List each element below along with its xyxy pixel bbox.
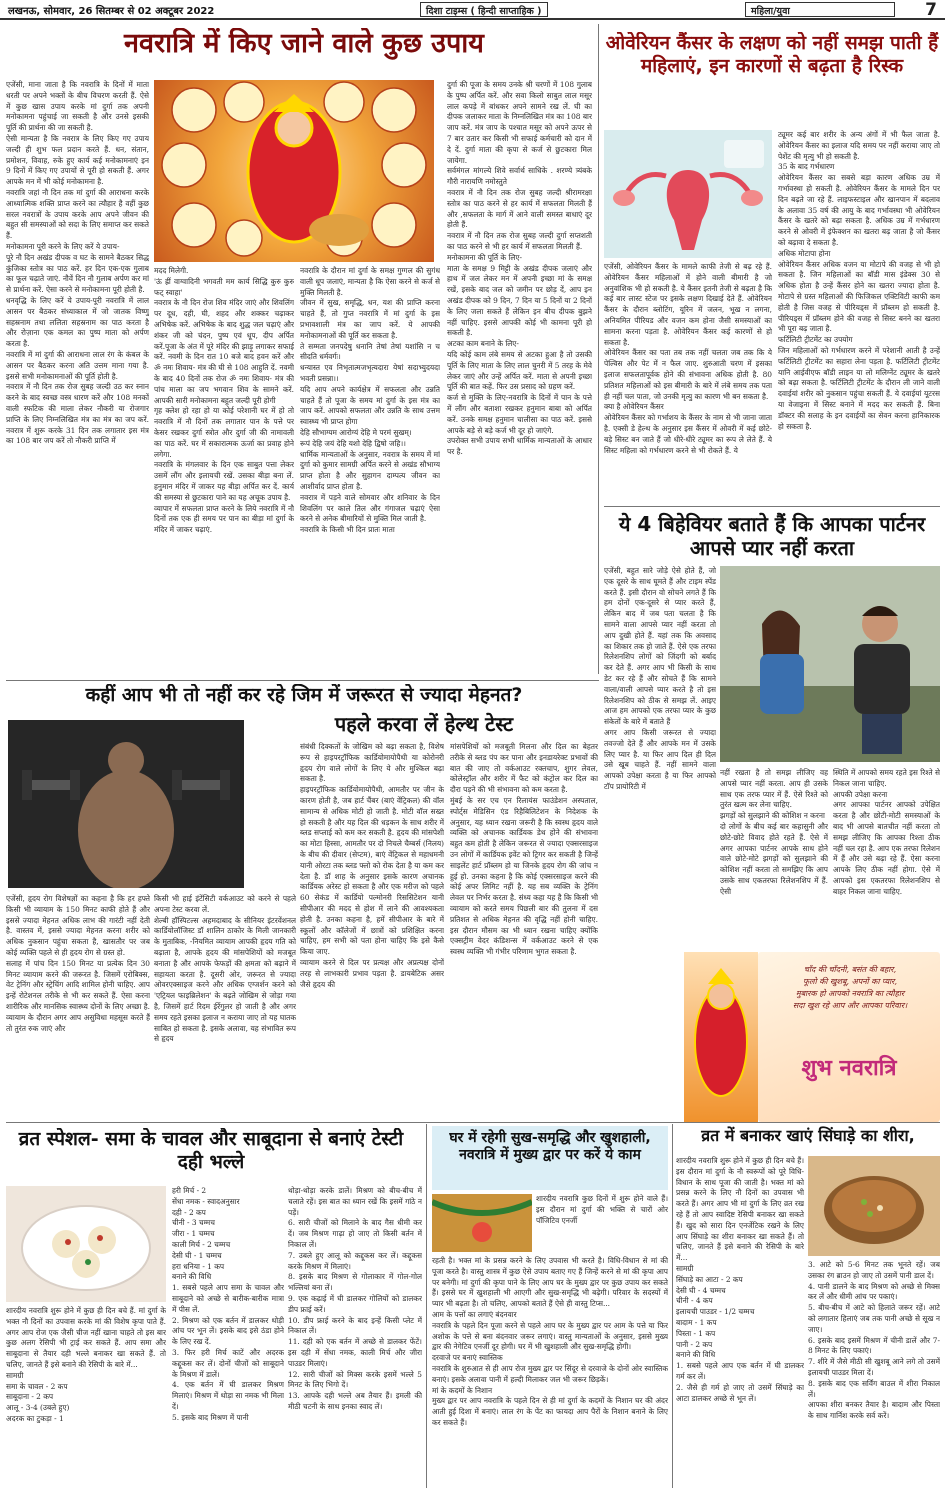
- story2-column-1: एजेंसी, ओवेरियन कैंसर के मामले काफी तेजी से बढ़ रहे हैं. ओवेरियन कैंसर महिलाओं में होने वाली बीमारी है जो अनुवांशिक भी हो सकती है. ये कैंसर इतनी तेजी से बढ़ता है कि कई बार लास्ट स्टेज पर इसके लक्षण दिखाई देते हैं. ओवेरियन कैंसर के दौरान ब्लोटिंग, यूरिन में जलन, भूख न लगना, अनियमित पीरियड और वजन कम होना जैसी समस्याओं का सामना करना पड़ता है. ओवेरियन कैंसर कई कारणों से हो सकता है. ओवेरियन कैंसर का पता तब तक नहीं चलता जब तक कि ये पेल्विस और पेट में न फैल जाए. शुरुआती चरण में इसका इलाज सफलतापूर्वक होने की संभावना अधिक होती है. 80 प्रतिशत महिलाओं को इस बीमारी के बारे में लंबे समय तक पता ही नहीं चल पाता, जो उनकी मृत्यु का कारण भी बन सकता है. क्या है ओवेरियन कैंसर ओवेरियन कैंसर को गर्भाशय के कैंसर के नाम से भी जाना जाता है. एक्सी डे हेल्थ के अनुसार इस कैंसर में ओवरी में कई छोटे-बड़े सिस्ट बन जाते हैं जो धीरे-धीरे ट्यूमर का रूप ले लेते हैं. ये सिस्ट महिला को गर्भधारण करने से भी रोकते हैं. ये: [604, 262, 772, 455]
- section-divider: [604, 506, 940, 507]
- greeting-line-1: चाँद की चाँदनी, बसंत की बहार,: [803, 965, 897, 974]
- story4-headline-line-2: पहले करवा लें हेल्थ टेस्ट: [334, 712, 514, 736]
- story1-column-2: मदद मिलेगी. 'ऊं ह्रीं वाग्वादिनी भगवती मम कार्य सिद्धि कुरु कुरु फट् स्वाहा' नवरात्र के नौ दिन रोज शिव मंदिर जाएं और शिवलिंग पर दूध, दही, घी, शहद और शक्कर चढ़ाकर अभिषेक करें. अभिषेक के बाद शुद्ध जल चढ़ाएं और शंकर जी को चंदन, पुष्प एवं धूप, दीप अर्पित करें.पूजा के अंत में पूरे मंदिर की झाड़ू लगाकर सफाई करें. नवमी के दिन रात 10 बजे बाद हवन करें और ॐ नमः शिवाय- मंत्र की घी से 108 आहुति दें. नवमी के बाद 40 दिनों तक रोज ॐ नमः शिवाय- मंत्र की पांच माला का जप भगवान शिव के सामने करें. आपकी सारी मनोकामना बहुत जल्दी पूरी होगी गृह क्लेश हो रहा हो या कोई परेशानी घर में हो तो नवरात्रि में नौ दिनों तक लगातार पान के पत्ते पर केसर रखकर दुर्गा स्त्रोत और दुर्गा जी की नामावली का पाठ करें. घर में सकारात्मक ऊर्जा का प्रवाह होने लगेगा. नवरात्रि के मंगलवार के दिन एक साबुत पत्ता लेकर उसमें लौंग और इलायची रखें. उसका बीड़ा बना लें. हनुमान मंदिर में जाकर यह बीड़ा अर्पित कर दें. कार्य की समस्या से छुटकारा पाने का यह अचूक उपाय है. व्यापार में सफलता प्राप्त करने के लिये नवरात्रि में नौ दिनों तक एक ही समय पर पान का बीड़ा मां दुर्गा के मंदिर में जाकर चढ़ाएं.: [154, 266, 294, 535]
- story3-column-2: नहीं रखता है तो समझ लीजिए वह आपसे प्यार नहीं करता. आप ही उसके साथ एक तरफ प्यार में हैं. ऐसे रिश्ते को तुरंत खत्म कर लेना चाहिए. झगड़ों को सुलझाने की कोशिश न करना दो लोगों के बीच कई बार कहासुनी और छोटे-छोटे विवाद होते रहते हैं. ऐसे में अगर आपका पार्टनर आपके साथ होने वाले छोटे-मोटे झगड़ों को सुलझाने की कोशिश नहीं करता तो समझिए कि आप उसके साथ एकतरफा रिलेशनशिप में हैं. ऐसी: [720, 768, 828, 896]
- greeting-line-4: सदा खुश रहे आप और आपका परिवार।: [792, 1001, 908, 1010]
- story1-headline: नवरात्रि में किए जाने वाले कुछ उपाय: [124, 28, 484, 59]
- singhade-sheera-photo: [808, 1156, 940, 1256]
- column-divider: [598, 24, 599, 674]
- newspaper-name: दिशा टाइम्स ( हिन्दी साप्ताहिक ): [420, 2, 548, 17]
- story7-column-1: शारदीय नवरात्रि शुरू होने में कुछ ही दिन बचे हैं। इस दौरान मां दुर्गा के नौ स्वरूपों को पूरे विधि-विधान के साथ पूजा की जाती है। भक्त मां को प्रसन्न करने के लिए नौ दिनों का उपवास भी करते हैं। अगर आप भी मां दुर्गा के लिए व्रत रख रहे हैं तो आप स्वादिष्ट रेसिपी बनाकर खा सकते हैं। खुद को सारा दिन एनर्जेटिक रखने के लिए आप सिंघाड़े का शीरा बनाकर खा सकते हैं। तो चलिए, जानते हैं इसे बनाने की रेसिपी के बारे में... सामग्री सिंघाड़े का आटा - 2 कप देसी घी - 4 चम्मच चीनी - 4 कप इलायची पाउडर - 1/2 चम्मच बादाम - 1 कप पिस्ता - 1 कप पानी - 2 कप बनाने की विधि 1. सबसे पहले आप एक बर्तन में घी डालकर गर्म कर लें। 2. जैसे ही गर्म हो जाए तो उसमें सिंघाड़े का आटा डालकर अच्छे से भून लें।: [676, 1156, 804, 1403]
- section-divider: [6, 1122, 940, 1123]
- story2-column-2: ट्यूमर कई बार शरीर के अन्य अंगों में भी फैल जाता है. ओवेरियन कैंसर का इलाज यदि समय पर नहीं कराया जाए तो पेशेंट की मृत्यु भी हो सकती है. 35 के बाद गर्भधारण ओवेरियन कैंसर का सबसे बड़ा कारण अधिक उम्र में गर्भावस्था हो सकती है. ओवेरियन कैंसर के मामले दिन पर दिन बढ़ते जा रहे हैं. लाइफस्टाइल और खानपान में बदलाव के अलावा 35 वर्ष की आयु के बाद गर्भावस्था भी ओवेरियन कैंसर के खतरे को बढ़ा सकता है. अधिक उम्र में गर्भधारण करने से ओवरी में इंफेक्शन का खतरा बढ़ जाता है जो कैंसर को बढ़ावा दे सकता है. अधिक मोटापा होना ओवेरियन कैंसर अधिक वजन या मोटापे की वजह से भी हो सकता है. जिन महिलाओं का बॉडी मास इंडेक्स 30 से अधिक होता है उन्हें कैंसर होने का खतरा ज्यादा होता है. मोटापे से ग्रस्त महिलाओं की फिजिकल एक्टिविटी काफी कम होती है जिस वजह से पीरियड्स में प्रॉब्लम हो सकती है. पीरियड्स में प्रॉब्लम होने की वजह से सिस्ट बनने का खतरा भी पूरा बढ़ जाता है. फर्टिलिटी ट्रीटमेंट का उपयोग जिन महिलाओं को गर्भधारण करने में परेशानी आती है उन्हें फर्टिलिटी ट्रीटमेंट का सहारा लेना पड़ता है. फर्टिलिटी ट्रीटमेंट यानि आईवीएफ बॉडी लाइन या लो मलिग्नेंट ट्यूमर के खतरे को बढ़ा सकता है. फर्टिलिटी ट्रीटमेंट के दौरान ली जाने वाली दवाईयां शरीर को नुकसान पहुंचा सकती हैं. ये दवाईयां यूटरस या वेजाइना में सिस्ट बनाने में मदद कर सकती हैं. बिना डॉक्टर की सलाह के इन दवाईयों का सेवन करना हानिकारक हो सकता है.: [778, 130, 940, 431]
- story3-column-3: स्थिति में आपको समय रहते इस रिश्ते से निकल जाना चाहिए. आपकी उपेक्षा करना अगर आपका पार्टनर आपको उपेक्षित करता है और छोटी-मोटी समस्याओं के बाद भी आपसे बातचीत नहीं करता तो समझ लीजिए कि आपका रिश्ता ठीक नहीं चल रहा है. आप एक तरफा रिलेशन में हैं और उसे बढ़ा रहे हैं. ऐसा करना आपके लिए ठीक नहीं होगा. ऐसे में आपको इस एकतरफा रिलेशनशिप से बाहर निकल जाना चाहिए.: [833, 768, 940, 896]
- section-name: महिला/युवा: [745, 2, 895, 17]
- gym-workout-photo: [8, 720, 244, 888]
- story1-column-1: एजेंसी, माना जाता है कि नवरात्रि के दिनों में माता धरती पर अपने भक्तों के बीच विचरण करती हैं. ऐसे में कुछ खास उपाय करके मां दुर्गा तक अपनी मनोकामना पहुंचाई जा सकती है और उनसे इसकी पूर्ति की प्रार्थना की जा सकती है. ऐसी मान्यता है कि नवरात्र के लिए किए गए उपाय जल्दी ही शुभ फल प्रदान करते हैं. धन, संतान, प्रमोशन, विवाह, रुके हुए कार्य कई मनोकामनाएं इन 9 दिनों में किए गए उपायों से पूरी हो सकती हैं. अगर आपके मन में भी कोई मनोकामना है. नवरात्रि जहां नौ दिन तक मां दुर्गा की आराधना करके आध्यात्मिक शक्ति प्राप्त करने का त्यौहार है वहीं कुछ सरल नवरात्रों के उपाय करके आप अपने जीवन की बहुत सी समस्याओं को सदा के लिए समाप्त कर सकते हैं. मनोकामना पूरी करने के लिए करें ये उपाय- पूरे नौ दिन अखंड दीपक व घट के सामने बैठकर सिद्ध कुंजिका स्तोत्र का पाठ करें. हर दिन एक-एक गुलाब का फूल चढ़ाते जाएं. नौवें दिन नौ गुलाब अर्पण कर मां से प्रार्थना करें. ऐसा करने से मनोकामना पूरी होती है. धनवृद्धि के लिए करें ये उपाय-पूरी नवरात्रि में लाल आसन पर बैठकर संध्याकाल में जो जातक विष्णु सहस्रनाम तथा ललिता सहस्रनाम का पाठ करता है और रोज़ाना एक कमल का पुष्प माता को अर्पण करता है. नवरात्रि में मां दुर्गा की आराधना लाल रंग के कंबल के आसन पर बैठकर करना अति उत्तम माना गया है. इससे सभी मनोकामनाओं की पूर्ति होती है. नवरात्र में नौ दिन तक रोज सुबह जल्दी उठ कर स्नान करने के बाद स्वच्छ वस्त्र धारण करें और 108 मनकों वाली स्फटिक की माला लेकर नौकरी या रोजगार प्राप्ति के लिए निम्नलिखित मंत्र का मंत्र का जप करें. नवरात्र में शुरू करके 31 दिन तक लगातार इस मंत्र का 108 बार जप करें तो नौकरी प्राप्ति में: [6, 80, 149, 446]
- story4-column-4: मांसपेशियों को मजबूती मिलना और दिल का बेहतर तरीके से ब्लड पंप कर पाना और इनडायरेक्ट प्रभावों की बात की जाए तो वर्कआउट रक्तचाप, शुगर लेवल, कोलेस्ट्रॉल और शरीर में फैट को कंट्रोल कर दिल का दौरा पड़ने की भी संभावना को कम करता है. मुंबई के सर एच एन रिलायंस फाउंडेशन अस्पताल, स्पोर्ट्स मेडिसिन एंड रिहैबिलिटेशन के निदेशक के अनुसार, यह ध्यान रखना जरूरी है कि स्वस्थ हृदय वाले व्यक्ति को अचानक कार्डियक डेथ होने की संभावना बहुत कम होती है लेकिन जरूरत से ज्यादा एक्सरसाइज उन लोगों में कार्डियक इवेंट को ट्रिगर कर सकती है जिन्हें साइलेंट हार्ट प्रॉब्लम हो या जिनके हृदय रोग की जांच न हुई हो. उनका कहना है कि कोई एक्सरसाइज करने की कोई अपर लिमिट नहीं है. यह सब व्यक्ति के ट्रेनिंग लेवल पर निर्भर करता है. संध्य कहा यह है कि किसी भी व्यायाम को करते समय पिछली बार की तुलना में दस प्रतिशत से अधिक मेहनत की वृद्धि नहीं होनी चाहिए. इस दौरान मौसम का भी ध्यान रखना चाहिए क्योंकि एक्सट्रीम वेदर कंडिशन्स में वर्कआउट करने से एक स्वस्थ व्यक्ति भी गंभीर परिणाम भुगत सकता है.: [450, 742, 598, 957]
- story7-headline: व्रत में बनाकर खाएं सिंघाड़े का शीरा,: [701, 1126, 915, 1145]
- ovary-illustration: [604, 130, 772, 258]
- story2-headline: ओवेरियन कैंसर के लक्षण को नहीं समझ पाती हैं महिलाएं, इन कारणों से बढ़ता है रिस्क: [605, 32, 939, 78]
- story3-column-1: एजेंसी, बहुत सारे जोड़े ऐसे होते हैं, जो एक दूसरे के साथ घूमते हैं और टाइम स्पेंड करते हैं. इसी दौरान वो सोचने लगते हैं कि हम दोनों एक-दूसरे से प्यार करते हैं, लेकिन बाद में जब पता चलता है कि सामने वाला आपसे प्यार नहीं करता तो आप दुखी होते हैं. यहां तक कि अवसाद का शिकार तक हो जाते हैं. ऐसे एक तरफा रिलेशनशिप लोगों को जिंदगी को बर्बाद कर देते हैं. अगर आप भी किसी के साथ डेट कर रहे हैं और सोचते हैं कि सामने वाला/वाली आपसे प्यार करते है तो इस रिलेशनशिप को ठीक से समझ लें. आइए आज हम आपको एक तरफा प्यार के कुछ संकेतों के बारे में बताते हैं अगर आप किसी जरूरत से ज्यादा तवज्जो देते हैं और आपके मन में उसके लिए प्यार है. या फिर आप दिल ही दिल उसे खूब चाहते हैं. नहीं सामने वाला आपको उपेक्षा करता है या फिर आपको टॉप प्रायोरिटी में: [604, 566, 716, 791]
- story1-column-3: नवरात्रि के दौरान मां दुर्गा के समक्ष गुग्गल की सुगंध वाली धूप जलाएं, मान्यता है कि ऐसा करने से कर्ज से मुक्ति मिलती है. जीवन में सुख, समृद्धि, धन, यश की प्राप्ति करना चाहते हैं, तो गुप्त नवरात्रि में मां दुर्गा के इस प्रभावशाली मंत्र का जाप करें. ये आपकी मनोकामनाओं की पूर्ति कर सकता है. ते सम्मता जनपदेषु धनानि तेषां तेषां यशांसि न च सीदति धर्मवर्गः। धन्यास्त एव निभृतात्मजभृत्यदारा येषां सदाभ्युदयदा भवती प्रसन्ना।। यदि आप अपने कार्यक्षेत्र में सफलता और उन्नति चाहते हैं तो पूजा के समय मां दुर्गा के इस मंत्र का जाप करें. आपको सफलता और उन्नति के साथ उत्तम स्वास्थ्य भी प्राप्त होगा देहि सौभाग्यम आरोग्यं देहि मे परमं सुखम्। रूपं देहि जयं देहि यशो देहि द्विषो जहि।। धार्मिक मान्यताओं के अनुसार, नवरात्र के समय में मां दुर्गा को कुमार सामग्री अर्पित करने से अखंड सौभाग्य प्राप्त होता है और सुहागन दाम्पत्य जीवन का आशीर्वाद प्राप्त होता है. नवरात्र में पड़ने वाले सोमवार और शनिवार के दिन शिवलिंग पर काले तिल और गंगाजल चढ़ाएं ऐसा करने से अनेक बीमारियों से मुक्ति मिल जाती है. नवरात्रि के किसी भी दिन प्रातः माता: [300, 266, 440, 535]
- story3-headline: ये 4 बिहेवियर बताते हैं कि आपका पार्टनर आपसे प्यार नहीं करता: [618, 512, 926, 561]
- story4-column-2: किसी भी हाई इंटेंसिटी वर्कआउट को करने से पहले अपना टेस्ट करवा लें. शेल्बी हॉस्पिटल्स अहमदाबाद के सीनियर इंटरवेंशनल कार्डियोलॉजिस्ट डॉ शालिन ठाकोर के मिली जानकारी के मुताबिक, -नियमित व्यायाम आपकी हृदय गति को बढ़ाता है, आपके हृदय की मांसपेशियों को मजबूत बनाता है और आपके फेफड़ों की क्षमता को बढ़ाने में सहायता करता है. दूसरी ओर, जरूरत से ज्यादा ओवरएक्साइज करने और अधिक एग्जर्शन करने को 'एट्रियल फाइब्रिलेशन' के बढ़ते जोखिम से जोड़ा गया है, जिसमें हार्ट रिदम ईर्रेगुलर हो जाती है और अगर समय रहते इसका इलाज न कराया जाए तो यह घातक साबित हो सकता है. इसके अलावा, यह संभावित रूप से हृदय: [154, 894, 296, 1044]
- column-divider: [426, 1124, 427, 1488]
- story4-column-3: संबंधी दिक्कतों के जोखिम को बढ़ा सकता है, विशेष रूप से हाइपरट्रॉफिक कार्डियोमायोपैथी या कोरोनरी हृदय रोग वाले लोगों के लिए ये और मुश्किल बढ़ा सकता है. हाइपरट्रॉफिक कार्डियोमायोपैथी, आमतौर पर जीन के कारण होती है, जब हार्ट चैंबर (बाएं वेंट्रिकल) की वॉल सामान्य से अधिक मोटी हो जाती है. मोटी वॉल सख्त हो सकती है और यह दिल की धड़कन के साथ शरीर में ब्लड सप्लाई को कम कर सकती है. हृदय की मांसपेशी का मोटा हिस्सा, आमतौर पर दो निचले चैम्बर्स (निलय) के बीच की दीवार (सेप्टम), बाएं वेंट्रिकल से महाधमनी यानी ओरटा तक ब्लड फ्लो को रोक देता है या कम कर देता है. डॉ शाह के अनुसार इसके कारण अचानक कार्डियक अरेस्ट हो सकता है और एक मरीज को पहले 60 सेकंड में कार्डियो पल्मोनरी रिससिटेशन यानी सीपीआर की मदद से होश में लाने की आवश्यकता होती है. उनका कहना है, हमें सीपीआर के बारे में स्कूलों और कॉलेजों में छात्रों को प्रशिक्षित करना चाहिए, हम सभी को पता होना चाहिए कि इसे कैसे किया जाए. व्यायाम करने से दिल पर प्रत्यक्ष और अप्रत्यक्ष दोनों तरह से लाभकारी प्रभाव पड़ता है. डायबेटिक असर जैसे हृदय की: [300, 742, 444, 989]
- page-number: 7: [925, 0, 937, 20]
- story5-column-3: थोड़ा-थोड़ा करके डालें। मिश्रण को बीच-बीच में चलाते रहें। इस बात का ध्यान रखें कि इसमें गांठे न पड़ें। 6. सारी चीजों को मिलाने के बाद गैस धीमी कर दें। जब मिश्रण गाढ़ा हो जाए तो किसी बर्तन में निकाल लें। 7. उबले हुए आलू को कद्दूकस कर लें। कद्दूकस करके मिश्रण में मिलाएं। 8. इसके बाद मिश्रण से गोलाकार में गोल-गोल भल्लियां बना लें। 9. एक कढ़ाई में घी डालकर गोलियों को डालकर डीप फ्राई करें। 10. डीप फ्राई करने के बाद इन्हें किसी प्लेट में निकाल लें। 11. दही को एक बर्तन में अच्छे से डालकर फेंटें। इस दही में सेंधा नमक, काली मिर्च और जीरा पाउडर मिलाएं। 12. सारी चीजों को मिक्स करके इसमें भल्ले 5 मिनट के लिए भिगो दें। 13. आपके दही भल्ले अब तैयार हैं। इमली की मीठी चटनी के साथ इनका स्वाद लें।: [288, 1186, 422, 1411]
- durga-idol-image: [684, 952, 758, 1122]
- column-divider: [672, 1124, 673, 1488]
- story6-body: रहती है। भक्त मां के प्रसन्न करने के लिए उपवास भी करते है। विधि-विधान से मां की पूजा करते है। वास्तु शास्त्र में कुछ ऐसे उपाय बताए गए हैं जिन्हें करने से मां की कृपा आप पर बनेगी। मां दुर्गा की कृपा पाने के लिए आप घर के मुख्य द्वार पर कुछ उपाय कर सकते हैं। इससे घर में खुशहाली भी आएगी और सुख-समृद्धि भी बढ़ेगी। परिवार के सदस्यों में प्यार भी बढ़ता है। तो चलिए, आपको बताते हैं ऐसे ही वास्तु टिप्स... आम के पत्तों का लगाएं बंदनवार नवरात्रि के पहले दिन पूजा करने से पहले आप घर के मुख्य द्वार पर आम के पत्ते या फिर अशोक के पत्ते से बना बंदनवार जरूर लगाएं। वास्तु मान्यताओं के अनुसार, इससे मुख्य द्वार की नेगेटिव एनर्जी दूर होगी। घर में भी खुशहाली और सुख-समृद्धि होगी। दरवाजे पर बनाएं स्वास्तिक नवरात्रि के शुरुआत से ही आप रोज मुख्य द्वार पर सिंदूर से दरवाजे के दोनों ओर स्वास्तिक बनाएं। इसके अलावा पानी में हल्दी मिलाकर जल भी जरूर छिड़कें। मां के कदमों के निशान मुख्य द्वार पर आप नवरात्रि के पहले दिन से ही मां दुर्गा के कदमों के निशान घर की अंदर आती हुई दिशा में बनाएं। लाल रंग के पेंट का फायदा आप पैरों के निशान बनाने के लिए कर सकते हैं।: [432, 1256, 668, 1427]
- section-divider: [6, 680, 599, 681]
- durga-collage-image: [154, 80, 434, 262]
- story6-intro: शारदीय नवरात्रि कुछ दिनों में शुरू होने वाले हैं। इस दौरान मां दुर्गा की भक्ति से चारों ओर पॉजिटिव एनर्जी: [536, 1194, 668, 1225]
- dahi-bhalle-photo: [6, 1186, 166, 1302]
- page-header: [0, 0, 945, 20]
- shubh-navratri-title: शुभ नवरात्रि: [801, 1056, 897, 1081]
- story6-headline: घर में रहेगी सुख-समृद्धि और खुशहाली, नवरात्रि में मुख्य द्वार पर करें ये काम: [432, 1126, 668, 1190]
- navratri-greeting-banner: [758, 952, 940, 1122]
- greeting-line-2: फूलो की खुशबू, अपनों का प्यार,: [802, 977, 897, 986]
- story5-column-1: शारदीय नवरात्रि शुरू होने में कुछ ही दिन बचे हैं. मां दुर्गा के भक्त नौ दिनों का उपवास करके मां की विशेष कृपा पाते हैं. अगर आप रोज एक जैसी चीज नहीं खाना चाहते तो इस बार कुछ अलग रेसिपी भी ट्राई कर सकते हैं. आप समा और साबूदाना से तैयार दही भल्ले बनाकर खा सकते हैं. तो चलिए, जानते हैं इसे बनाने की रेसिपी के बारे में... सामग्री समा के चावल - 2 कप साबूदाना - 2 कप आलू - 3-4 (उबले हुए) अदरक का टुकड़ा - 1: [6, 1306, 166, 1423]
- toran-door-photo: [432, 1194, 532, 1252]
- story5-column-2: हरी मिर्च - 2 सेंधा नमक - स्वादअनुसार दही - 2 कप चीनी - 3 चम्मच जीरा - 1 चम्मच काली मिर्च - 2 चम्मच देसी घी - 1 चम्मच हरा धनिया - 1 कप बनाने की विधि 1. सबसे पहले आप समा के चावल और साबूदाने को अच्छे से बारीक-बारीक मात्रा में पीस लें. 2. मिश्रण को एक बर्तन में डालकर थोड़ी आंच पर भून लें। इसके बाद इसे ठंडा होने के लिए रख दें. 3. फिर हरी मिर्च काटें और अदरक कद्दूकस कर लें। दोनों चीजों को साबूदाने के मिश्रण में डालें। 4. एक बर्तन में घी डालकर मिश्रण मिलाएं। मिश्रण में थोड़ा सा नमक भी मिला दें। 5. इसके बाद मिश्रण में पानी: [172, 1186, 284, 1422]
- story1-column-4: दुर्गा की पूजा के समय उनके श्री चरणों में 108 गुलाब के पुष्प अर्पित करें. और सवा किलो साबुत लाल मसूर लाल कपड़े में बांधकर अपने सामने रख लें. घी का दीपक जलाकर माता के निम्नलिखित मंत्र का 108 बार जाप करें. मंत्र जाप के पश्चात मसूर को अपने ऊपर से 7 बार उतार कर किसी भी सफाई कर्मचारी को दान में दे दें. दुर्गा माता की कृपा से कर्ज से छुटकारा मिल जायेगा. सर्वमंगल मांगल्ये शिवे सर्वार्थ साधिके . शरण्ये त्र्यंबके गौरी नारायणि नमोस्तुते नवरात्र में नौ दिन तक रोज सुबह जल्दी श्रीरामरक्षा स्तोत्र का पाठ करने से हर कार्य में सफलता मिलती हैं और ,सफलता के मार्ग में आने वाली समस्त बाधाएं दूर होती हैं. नवरात्र में नौ दिन तक रोज सुबह जल्दी दुर्गा सप्तशती का पाठ करने से भी हर कार्य में सफलता मिलती हैं. मनोकामना की पूर्ति के लिए- माता के समक्ष 9 मिट्टी के अखंड दीपक जलाएं और हाथ में जल लेकर मन में अपनी इच्छा मां के समक्ष रखें, इसके बाद जल को जमीन पर छोड़ दें, आप इन अखंड दीपक को 9 दिन, 7 दिन या 5 दिनों या 2 दिनों के लिए जला सकते हैं लेकिन इन बीच दीपक बुझने नहीं चाहिए. इससे आपकी कोई भी कामना पूरी हो सकती है. अटका काम बनाने के लिए- यदि कोई काम लंबे समय से अटका हुआ है तो उसकी पूर्ति के लिए माता के लिए लाल चुनरी में 5 तरह के मेवे लेकर जाएं और उन्हें अर्पित करें. माता से अपनी इच्छा पूर्ति की बात कहें. फिर उस प्रसाद को ग्रहण करें. कर्ज से मुक्ति के लिए-नवरात्रि के दिनों में पान के पत्ते में लौंग और बताशा रखकर हनुमान बाबा को अर्पित करें. उनके समक्ष हनुमान चालीसा का पाठ करें. इससे आपके बड़े से बड़े कर्ज भी दूर हो जाएंगे. उपरोक्त सभी उपाय सभी धार्मिक मान्यताओं के आधार पर है.: [447, 80, 592, 457]
- couple-photo: [720, 566, 940, 762]
- edition-date: लखनऊ, सोमवार, 26 सितम्बर से 02 अक्टूबर 2022: [8, 6, 215, 17]
- greeting-line-3: मुबारक हो आपको नवरात्रि का त्यौहार: [795, 989, 905, 998]
- story7-column-2: 3. आटे को 5-6 मिनट तक भूनते रहें। जब उसका रंग ब्राउन हो जाए तो उसमें पानी डाल दें। 4. पानी डालने के बाद मिश्रण को अच्छे से मिक्स कर लें और धीमी आंच पर पकाएं। 5. बीच-बीच में आटे को हिलाते जरूर रहें। आटे को लगातार हिलाएं जब तक पानी अच्छे से सूख न जाए। 6. इसके बाद इसमें मिश्रण में चीनी डालें और 7-8 मिनट के लिए पकाएं। 7. शीरे में जैसे मीठी सी खुशबू आने लगे तो उसमें इलायची पाउडर मिला दें। 8. इसके बाद एक सर्विंग बाउल में शीरा निकाल लें। आपका शीरा बनकर तैयार है। बादाम और पिस्ता के साथ गार्निश करके सर्व करें।: [808, 1260, 940, 1421]
- story4-headline-line-1: कहीं आप भी तो नहीं कर रहे जिम में जरूरत से ज्यादा मेहनत?: [85, 684, 523, 706]
- story5-headline: व्रत स्पेशल- समा के चावल और साबूदाना से बनाएं टेस्टी दही भल्ले: [18, 1128, 404, 1174]
- story4-column-1: एजेंसी, हृदय रोग विशेषज्ञों का कहना है कि हर हफ्ते किसी भी व्यायाम के 150 मिनट काफी होते हैं और इससे ज्यादा मेहनत अधिक लाभ की गारंटी नहीं देती है. वास्तव में, इससे ज्यादा मेहनत करना शरीर को अधिक नुकसान पहुंचा सकता है, खासतौर पर जब कोई व्यक्ति पहले से ही हृदय रोग से ग्रस्त हो. सलाह में पांच दिन 150 मिनट या प्रत्येक दिन 30 मिनट व्यायाम करने की जरूरत है. जिसमें एरोबिक्स, वेट ट्रेनिंग और स्ट्रेचिंग आदि शामिल होनी चाहिए. आप इन्हें रोटेशनल तरीके से भी कर सकते हैं. ऐसा करना शारीरिक और मानसिक स्वास्थ्य दोनों के लिए अच्छा है. व्यायाम के दौरान अगर आप असुविधा महसूस करते हैं तो तुरंत रुक जाएं और: [6, 894, 150, 1033]
